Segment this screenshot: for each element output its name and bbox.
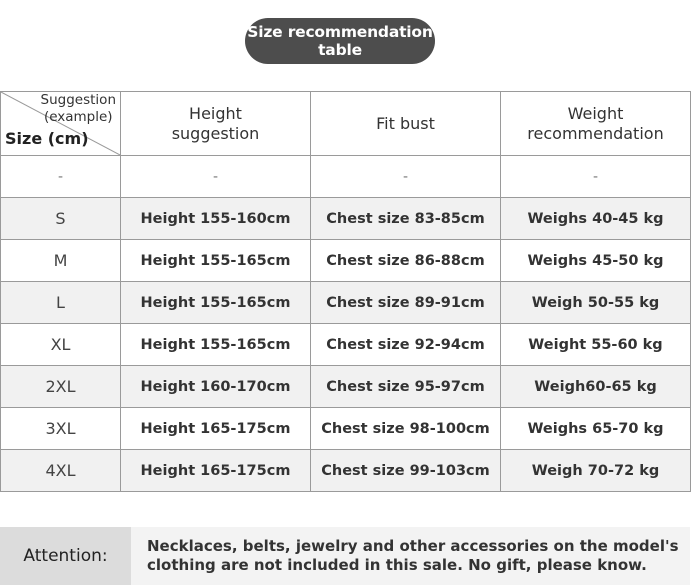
header-size-cell [1, 92, 121, 156]
height-cell: Height 165-175cm [121, 450, 311, 492]
size-cell: 2XL [1, 366, 121, 408]
header-suggestion-label [41, 92, 116, 126]
dash-bust: - [311, 156, 501, 198]
table-title-line2: table [318, 41, 362, 59]
header-height-line2: suggestion [171, 123, 260, 143]
table-row [1, 240, 691, 282]
dash-height: - [121, 156, 311, 198]
header-weight [501, 92, 691, 156]
header-height [121, 92, 311, 156]
bust-cell: Chest size 98-100cm [311, 408, 501, 450]
size-table [0, 91, 691, 492]
attention-text [147, 537, 687, 575]
table-title [245, 18, 435, 64]
header-bust: Fit bust [311, 92, 501, 156]
weight-cell: Weighs 40-45 kg [501, 198, 691, 240]
height-cell: Height 155-165cm [121, 282, 311, 324]
bust-cell: Chest size 89-91cm [311, 282, 501, 324]
attention-text-line2: clothing are not included in this sale. No gift, please know. [147, 556, 647, 574]
weight-cell: Weigh 70-72 kg [501, 450, 691, 492]
table-row [1, 408, 691, 450]
table-row [1, 198, 691, 240]
table-row [1, 282, 691, 324]
table-row [1, 366, 691, 408]
header-weight-line1: Weight [567, 103, 624, 123]
bust-cell: Chest size 92-94cm [311, 324, 501, 366]
table-row-dash [1, 156, 691, 198]
header-row [1, 92, 691, 156]
bust-cell: Chest size 86-88cm [311, 240, 501, 282]
size-cell: L [1, 282, 121, 324]
weight-cell: Weigh 50-55 kg [501, 282, 691, 324]
dash-weight: - [501, 156, 691, 198]
table-row [1, 324, 691, 366]
bust-cell: Chest size 83-85cm [311, 198, 501, 240]
height-cell: Height 155-165cm [121, 240, 311, 282]
weight-cell: Weighs 45-50 kg [501, 240, 691, 282]
header-suggestion-line2: (example) [43, 109, 113, 125]
height-cell: Height 165-175cm [121, 408, 311, 450]
attention-label: Attention: [0, 527, 131, 585]
bust-cell: Chest size 95-97cm [311, 366, 501, 408]
height-cell: Height 155-165cm [121, 324, 311, 366]
header-weight-line2: recommendation [527, 123, 664, 143]
table-row [1, 450, 691, 492]
bust-cell: Chest size 99-103cm [311, 450, 501, 492]
attention-text-line1: Necklaces, belts, jewelry and other accessories on the model's [147, 537, 679, 555]
size-cell: XL [1, 324, 121, 366]
attention-notice [0, 527, 690, 585]
weight-cell: Weigh60-65 kg [501, 366, 691, 408]
size-cell: S [1, 198, 121, 240]
header-size-label: Size (cm) [5, 129, 89, 148]
header-suggestion-line1: Suggestion [40, 92, 116, 108]
weight-cell: Weighs 65-70 kg [501, 408, 691, 450]
header-height-line1: Height [189, 103, 242, 123]
table-title-line1: Size recommendation [247, 23, 433, 41]
size-cell: 4XL [1, 450, 121, 492]
dash-size: - [1, 156, 121, 198]
size-cell: 3XL [1, 408, 121, 450]
weight-cell: Weight 55-60 kg [501, 324, 691, 366]
size-cell: M [1, 240, 121, 282]
height-cell: Height 155-160cm [121, 198, 311, 240]
height-cell: Height 160-170cm [121, 366, 311, 408]
